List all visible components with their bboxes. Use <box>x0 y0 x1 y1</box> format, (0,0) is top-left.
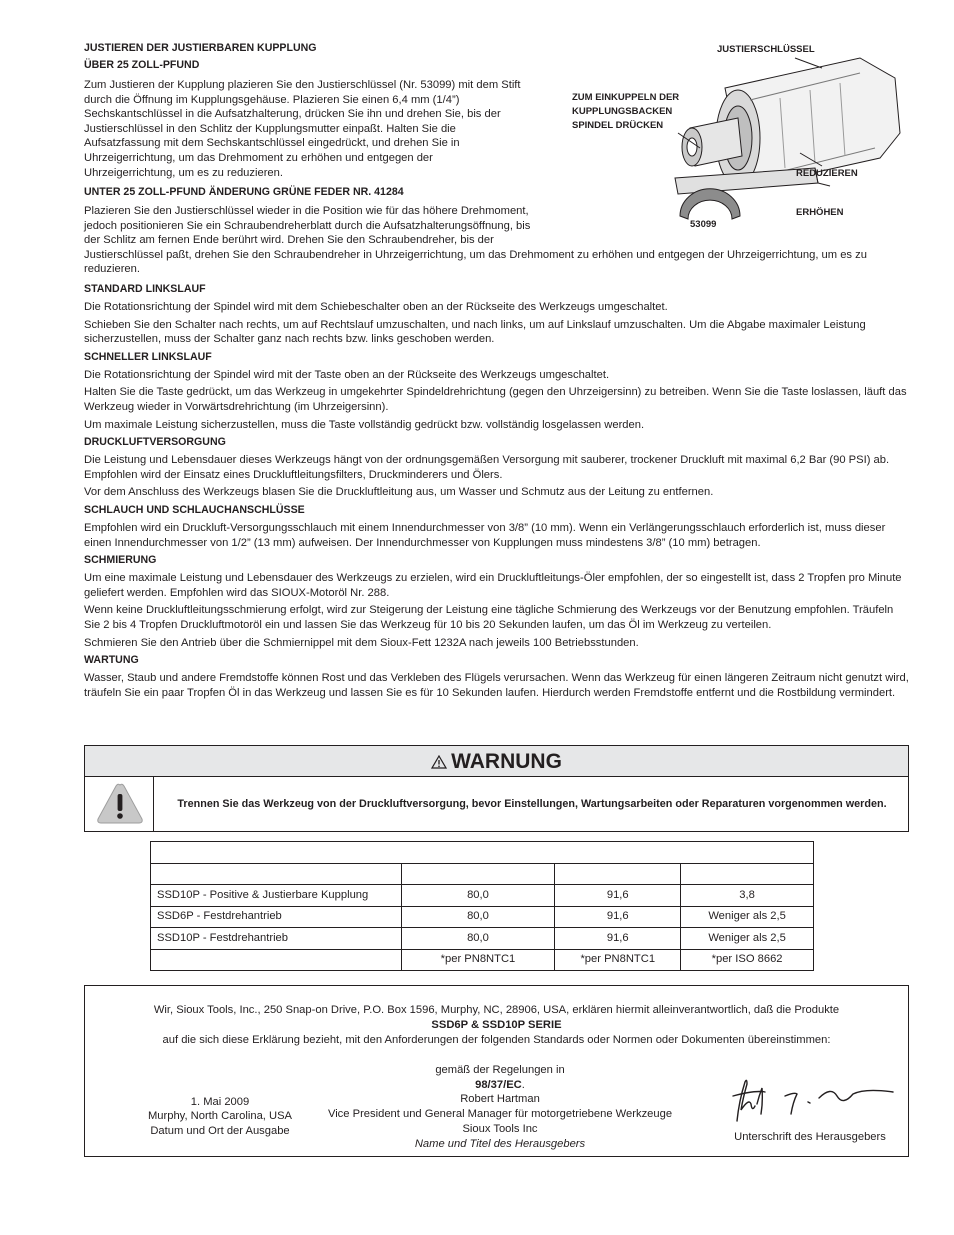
table-cell: 91,6 <box>555 928 681 950</box>
declaration-place: Murphy, North Carolina, USA <box>147 1110 293 1122</box>
issuer-company: Sioux Tools Inc <box>462 1123 538 1135</box>
declaration-date: 1. Mai 2009 <box>190 1096 250 1108</box>
paragraph-fast-left-1: Die Rotationsrichtung der Spindel wird mit der Taste oben an der Rückseite des Werkzeugs umgeschaltet. <box>84 368 610 381</box>
label-increase: ERHÖHEN <box>796 207 844 218</box>
table-cell-model: SSD10P - Positive & Justierbare Kupplung <box>151 885 402 907</box>
warning-text: Trennen Sie das Werkzeug von der Druckluftversorgung, bevor Einstellungen, Wartungsarbeiten oder Reparaturen vorgenommen werden. <box>177 798 887 810</box>
warning-title: WARNUNG <box>451 750 562 773</box>
table-cell: 91,6 <box>555 906 681 928</box>
table-cell: 80,0 <box>401 906 555 928</box>
paragraph-maintenance: Wasser, Staub und andere Fremdstoffe können Rost und das Verkleben des Flügels verursachen. Wenn das Werkzeug für einen längeren Zeitraum nicht genutzt wird, träufeln Sie ein paar Tropfen Öl in das Werkzeug und lassen Sie es für 10 Sekunden laufen. Hierdurch werden Fremdstoffe entfernt und die Rostbildung vermindert. <box>84 672 909 699</box>
label-adjusting-key: JUSTIERSCHLÜSSEL <box>717 44 815 55</box>
paragraph-air-supply-1: Die Leistung und Lebensdauer dieses Werkzeugs hängt von der ordnungsgemäßen Versorgung mit sauberer, trockener Druckluft mit maximal 6,2 Bar (90 PSI) ab. Empfohlen wird der Einsatz eines Druckluftleitungsfilters, Druckminderers und Ölers. <box>84 454 890 481</box>
heading-fast-left: SCHNELLER LINKSLAUF <box>84 350 212 363</box>
heading-over-25: ÜBER 25 ZOLL-PFUND <box>84 59 200 71</box>
warning-triangle-icon <box>431 755 447 769</box>
heading-adjust-clutch: JUSTIEREN DER JUSTIERBAREN KUPPLUNG <box>84 42 317 54</box>
spec-table <box>150 841 814 971</box>
label-spindle-line2: KUPPLUNGSBACKEN <box>572 106 673 117</box>
heading-lubrication: SCHMIERUNG <box>84 554 157 567</box>
paragraph-under-25: Plazieren Sie den Justierschlüssel wieder in die Position wie für das höhere Drehmoment, jedoch positionieren Sie ein Schraubendreherblatt durch die Aufsatzhalterungsöffnung, bis der Schlitz am fernen Ende berührt wird. Drehen Sie den Schraubendreher, bis der Justierschlüssel paßt, drehen Sie den Schraubendreher in Uhrzeigerrichtung, um das Drehmoment zu erhöhen und entgegen der Uhrzeigerrichtung, um es zu reduzieren. <box>84 205 867 276</box>
paragraph-lubrication-3: Schmieren Sie den Antrieb über die Schmiernippel mit dem Sioux-Fett 1232A nach jeweils 100 Betriebsstunden. <box>84 636 639 649</box>
label-part-number: 53099 <box>690 219 717 230</box>
paragraph-over-25: Zum Justieren der Kupplung plazieren Sie den Justierschlüssel (Nr. 53099) mit dem Stift durch die Öffnung im Kupplungsgehäuse. Plazieren Sie einen 6,4 mm (1/4”) Sechskantschlüssel in die Aufsatzhalterung, drücken Sie ihn und drehen Sie, bis der Justierschlüssel in den Schlitz der Kupplungsmutter einpaßt. Halten Sie die Aufsatzfassung mit dem Sechskantschlüssel eingedrückt, und drehen Sie in Uhrzeigerrichtung, um das Drehmoment zu erhöhen und entgegen der Uhrzeigerrichtung, um es zu reduzieren. <box>84 79 521 179</box>
table-cell-model: SSD10P - Festdrehantrieb <box>151 928 402 950</box>
paragraph-standard-left-1: Die Rotationsrichtung der Spindel wird mit dem Schiebeschalter oben an der Rückseite des Werkzeugs umgeschaltet. <box>84 301 668 313</box>
paragraph-standard-left-2: Schieben Sie den Schalter nach rechts, um auf Rechtslauf umzuschalten, und nach links, um auf Linkslauf umzuschalten. Um die Abgabe maximaler Leistung sicherzustellen, muss der Schalter ganz nach rechts bzw. links geschoben werden. <box>84 318 866 346</box>
paragraph-lubrication-2: Wenn keine Druckluftleitungsschmierung erfolgt, wird zur Steigerung der Leistung eine tägliche Schmierung des Werkzeugs vor der Benutzung empfohlen. Träufeln Sie 2 bis 4 Tropfen Druckluftmotoröl ein und lassen Sie das Werkzeug für 10 bis 20 Sekunden laufen, um das Öl im Werkzeug zu verteilen. <box>84 604 894 631</box>
table-header-cell <box>681 863 814 885</box>
exclamation-triangle-icon <box>95 782 145 826</box>
signature-image <box>725 1076 900 1126</box>
table-cell: 3,8 <box>681 885 814 907</box>
regulation-dot: . <box>521 1079 525 1091</box>
warning-icon-cell <box>85 777 154 832</box>
tool-illustration <box>560 38 920 238</box>
declaration-intro: Wir, Sioux Tools, Inc., 250 Snap-on Drive, P.O. Box 1596, Murphy, NC, 28906, USA, erklären hiermit alleinverantwortlich, daß die Produkte <box>153 1004 840 1016</box>
table-footer-row <box>151 949 814 971</box>
table-cell-model: SSD6P - Festdrehantrieb <box>151 906 402 928</box>
declaration-date-place-label: Datum und Ort der Ausgabe <box>150 1125 290 1137</box>
issuer-name: Robert Hartman <box>460 1093 540 1105</box>
issuer-title: Vice President und General Manager für motorgetriebene Werkzeuge <box>327 1108 673 1120</box>
table-cell <box>151 949 402 971</box>
table-cell: 80,0 <box>401 928 555 950</box>
table-header-cell <box>555 863 681 885</box>
declaration-box <box>84 985 909 1157</box>
paragraph-fast-left-3: Um maximale Leistung sicherzustellen, muss die Taste vollständig gedrückt bzw. vollständig losgelassen werden. <box>84 418 645 431</box>
table-cell: 80,0 <box>401 885 555 907</box>
label-spindle-line3: SPINDEL DRÜCKEN <box>572 120 664 131</box>
table-header-row <box>151 863 814 885</box>
declaration-products: SSD6P & SSD10P SERIE <box>431 1019 562 1031</box>
warning-header <box>85 746 908 777</box>
table-cell: *per ISO 8662 <box>681 949 814 971</box>
paragraph-hose: Empfohlen wird ein Druckluft-Versorgungsschlauch mit einem Innendurchmesser von 3/8” (10 mm). Wenn ein Verlängerungsschlauch erforderlich ist, muss dieser einen Innendurchmesser von 1/2” (13 mm) aufweisen. Der Innendurchmesser von Kupplungen muss mindestens 3/8” (10 mm) betragen. <box>84 521 886 549</box>
heading-hose: SCHLAUCH UND SCHLAUCHANSCHLÜSSE <box>84 503 305 516</box>
table-header-cell <box>401 863 555 885</box>
heading-under-25: UNTER 25 ZOLL-PFUND ÄNDERUNG GRÜNE FEDER NR. 41284 <box>84 186 404 198</box>
heading-air-supply: DRUCKLUFTVERSORGUNG <box>84 436 226 449</box>
table-title-cell <box>151 842 814 864</box>
issuer-label: Name und Titel des Herausgebers <box>414 1138 586 1150</box>
paragraph-air-supply-2: Vor dem Anschluss des Werkzeugs blasen Sie die Druckluftleitung aus, um Wasser und Schmutz aus der Leitung zu entfernen. <box>84 486 714 499</box>
table-row <box>151 885 814 907</box>
table-cell: *per PN8NTC1 <box>401 949 555 971</box>
label-reduce: REDUZIEREN <box>796 168 858 179</box>
heading-standard-left: STANDARD LINKSLAUF <box>84 283 206 295</box>
main-sections <box>84 282 909 700</box>
declaration-conformity: auf die sich diese Erklärung bezieht, mit den Anforderungen der folgenden Standards oder Normen oder Dokumenten übereinstimmen: <box>162 1034 831 1046</box>
regulation-intro: gemäß der Regelungen in <box>435 1064 565 1076</box>
table-cell: *per PN8NTC1 <box>555 949 681 971</box>
table-cell: Weniger als 2,5 <box>681 906 814 928</box>
paragraph-lubrication-1: Um eine maximale Leistung und Lebensdauer des Werkzeugs zu erzielen, wird ein Druckluftleitungs-Öler empfohlen, der so eingestellt ist, dass 2 Tropfen pro Minute geliefert werden. Empfohlen wird das SIOUX-Motoröl Nr. 288. <box>84 572 902 599</box>
label-spindle-line1: ZUM EINKUPPELN DER <box>572 92 680 103</box>
table-title-row <box>151 842 814 864</box>
heading-maintenance: WARTUNG <box>84 654 139 667</box>
paragraph-fast-left-2: Halten Sie die Taste gedrückt, um das Werkzeug in umgekehrter Spindeldrehrichtung (gegen den Uhrzeigersinn) zu betreiben. Wenn Sie die Taste loslassen, läuft das Werkzeug wieder in Vorwärtsdrehrichtung (im Uhrzeigersinn). <box>84 386 907 413</box>
warning-box <box>84 745 909 832</box>
table-cell: Weniger als 2,5 <box>681 928 814 950</box>
regulation-line <box>285 1078 715 1093</box>
table-header-cell <box>151 863 402 885</box>
regulation-number: 98/37/EC <box>475 1079 522 1091</box>
table-row <box>151 928 814 950</box>
clutch-adjustment-figure <box>560 38 920 238</box>
signature-label: Unterschrift des Herausgebers <box>734 1131 886 1143</box>
table-row <box>151 906 814 928</box>
table-cell: 91,6 <box>555 885 681 907</box>
